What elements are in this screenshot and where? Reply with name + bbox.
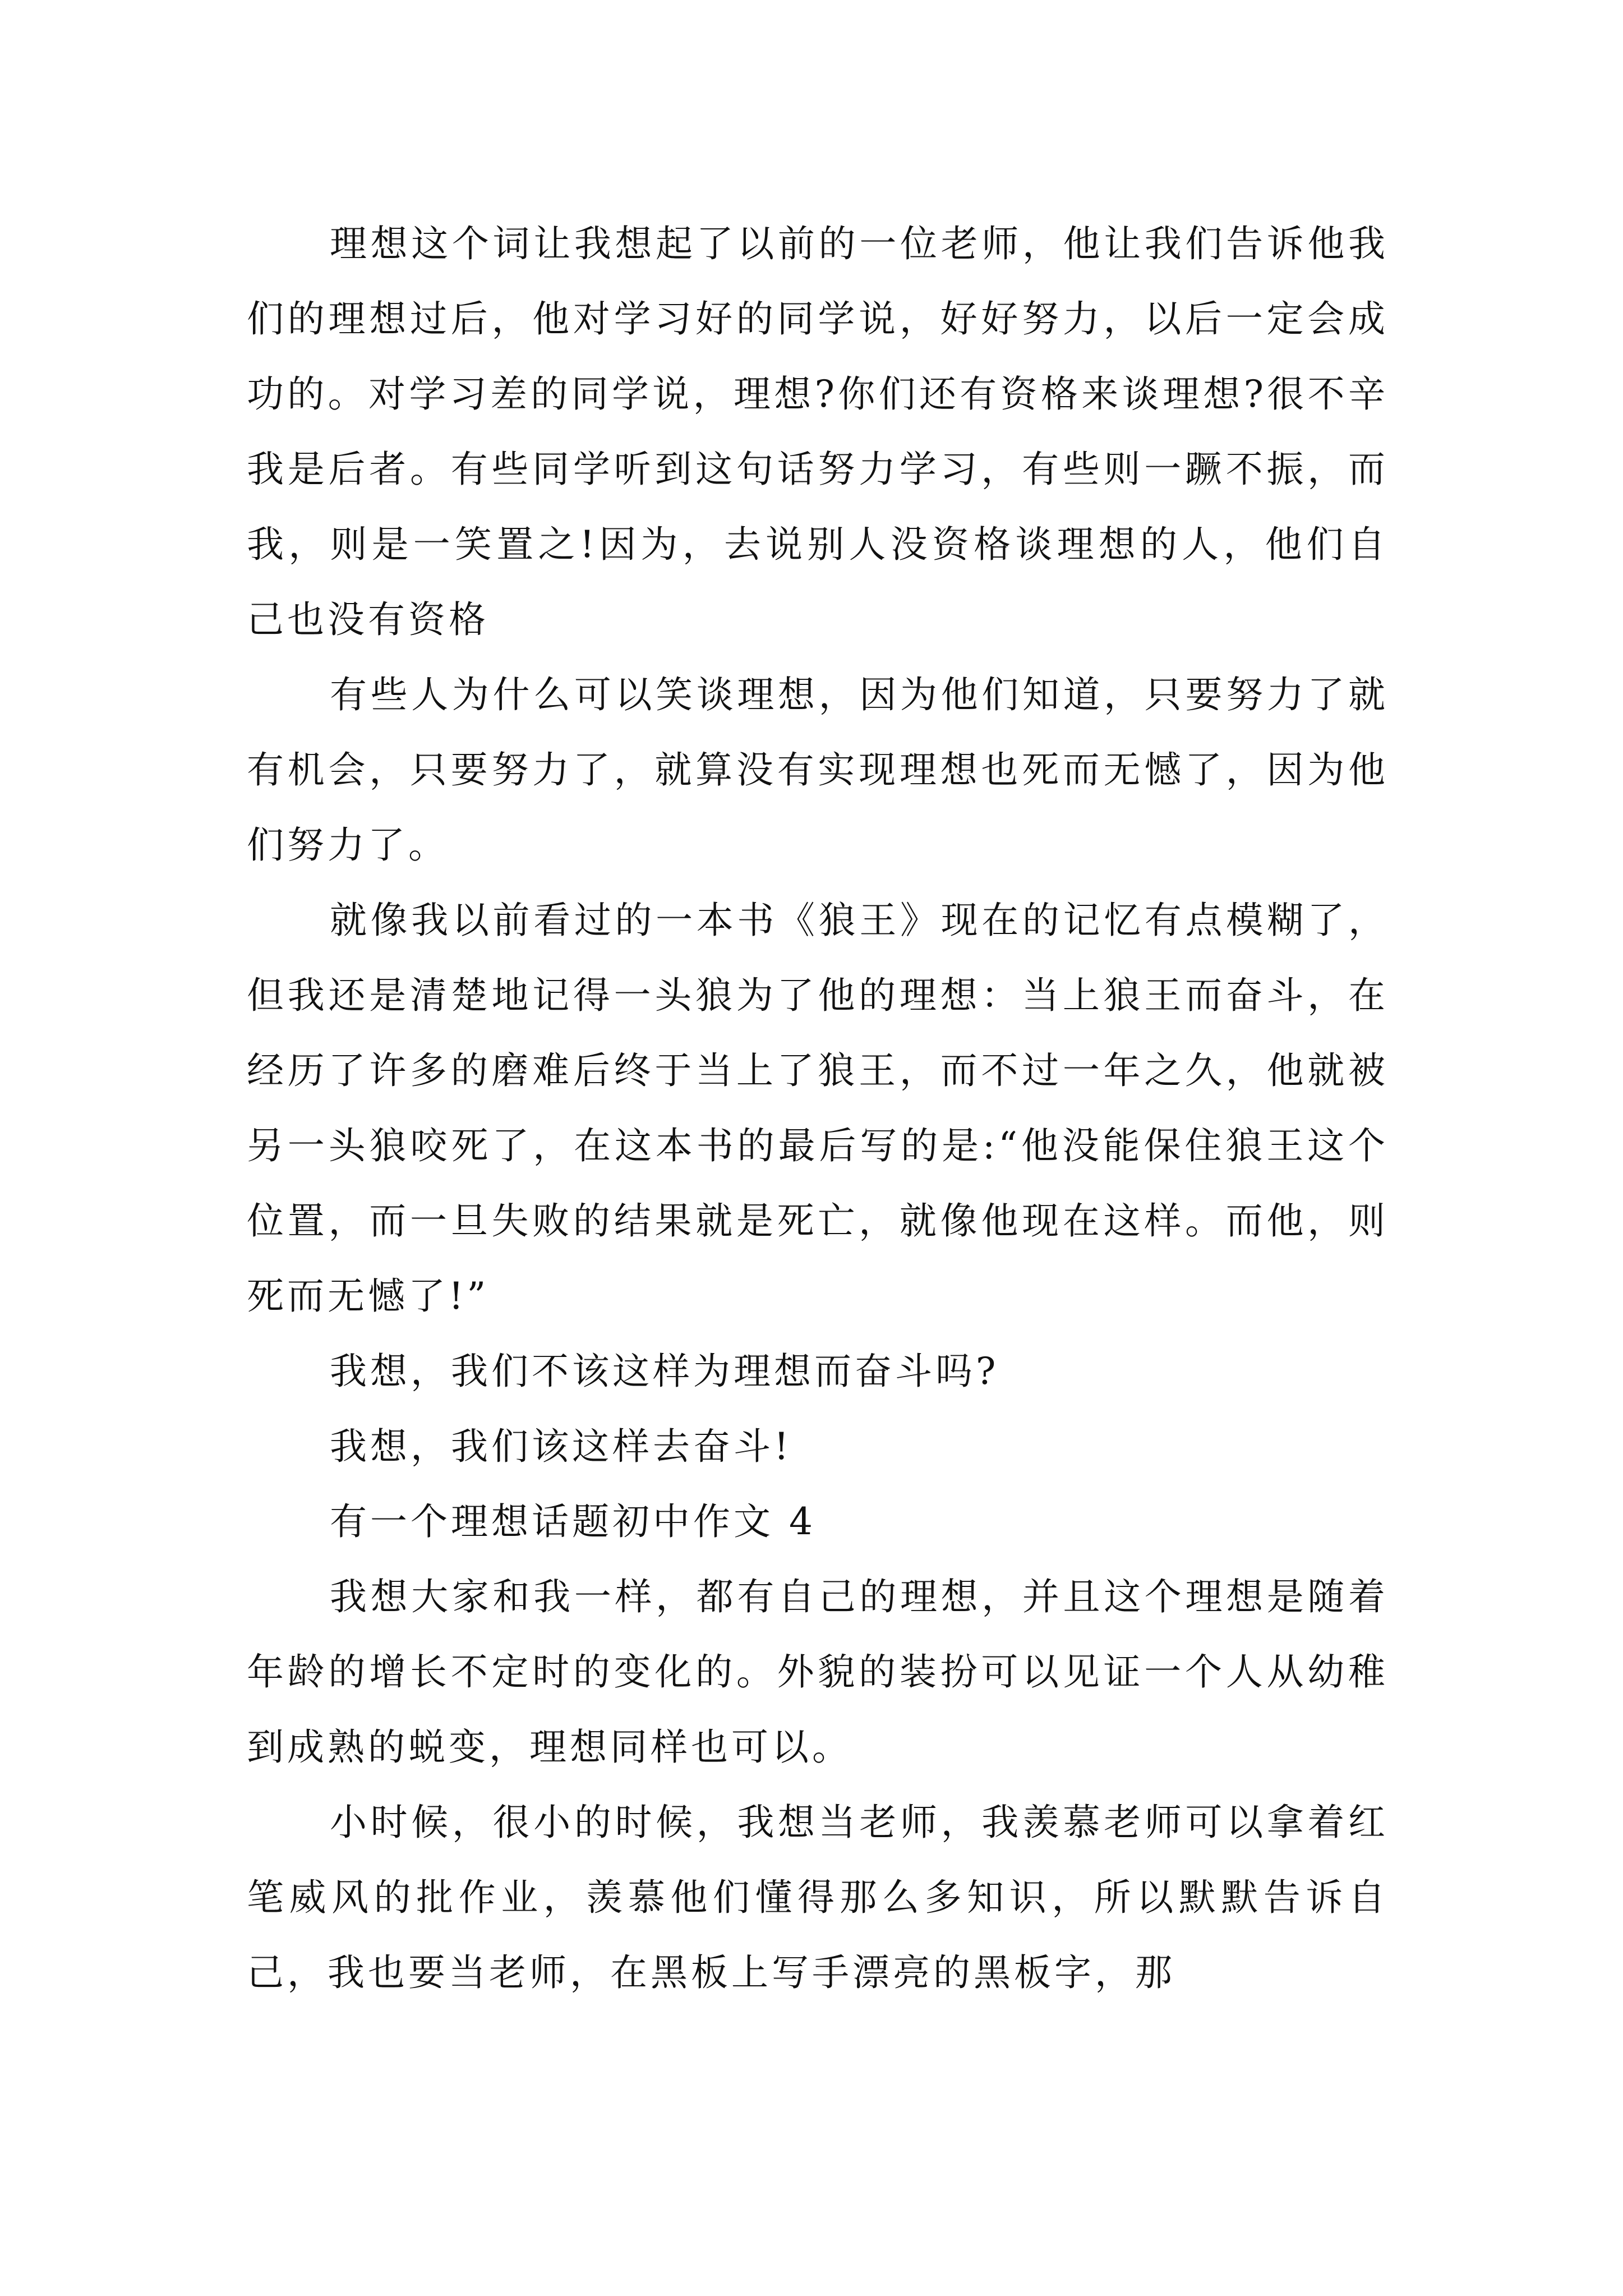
paragraph-ideals-change: 我想大家和我一样，都有自己的理想，并且这个理想是随着年龄的增长不定时的变化的。外貌的装扮可以见证一个人从幼稚到成熟的蜕变，理想同样也可以。 (247, 1575, 1389, 1769)
essay-section-title: 有一个理想话题初中作文 4 (330, 1500, 816, 1543)
paragraph-laugh-about-ideals: 有些人为什么可以笑谈理想，因为他们知道，只要努力了就有机会，只要努力了，就算没有实现理想也死而无憾了，因为他们努力了。 (247, 673, 1389, 867)
paragraph-conclusion: 我想，我们该这样去奋斗! (330, 1425, 792, 1468)
essay-body (247, 206, 1389, 2010)
paragraph-question: 我想，我们不该这样为理想而奋斗吗? (330, 1350, 999, 1393)
paragraph-childhood-teacher: 小时候，很小的时候，我想当老师，我羡慕老师可以拿着红笔威风的批作业，羡慕他们懂得那么多知识，所以默默告诉自己，我也要当老师，在黑板上写手漂亮的黑板字，那 (247, 1801, 1389, 1994)
paragraph-wolf-king-book: 就像我以前看过的一本书《狼王》现在的记忆有点模糊了，但我还是清楚地记得一头狼为了他的理想：当上狼王而奋斗，在经历了许多的磨难后终于当上了狼王，而不过一年之久，他就被另一头狼咬死了，在这本书的最后写的是:“他没能保住狼王这个位置，而一旦失败的结果就是死亡，就像他现在这样。而他，则死而无憾了!” (247, 899, 1389, 1318)
paragraph-teacher-memory: 理想这个词让我想起了以前的一位老师，他让我们告诉他我们的理想过后，他对学习好的同学说，好好努力，以后一定会成功的。对学习差的同学说，理想?你们还有资格来谈理想?很不辛我是后者。有些同学听到这句话努力学习，有些则一蹶不振，而我，则是一笑置之!因为，去说别人没资格谈理想的人，他们自己也没有资格 (247, 222, 1389, 641)
